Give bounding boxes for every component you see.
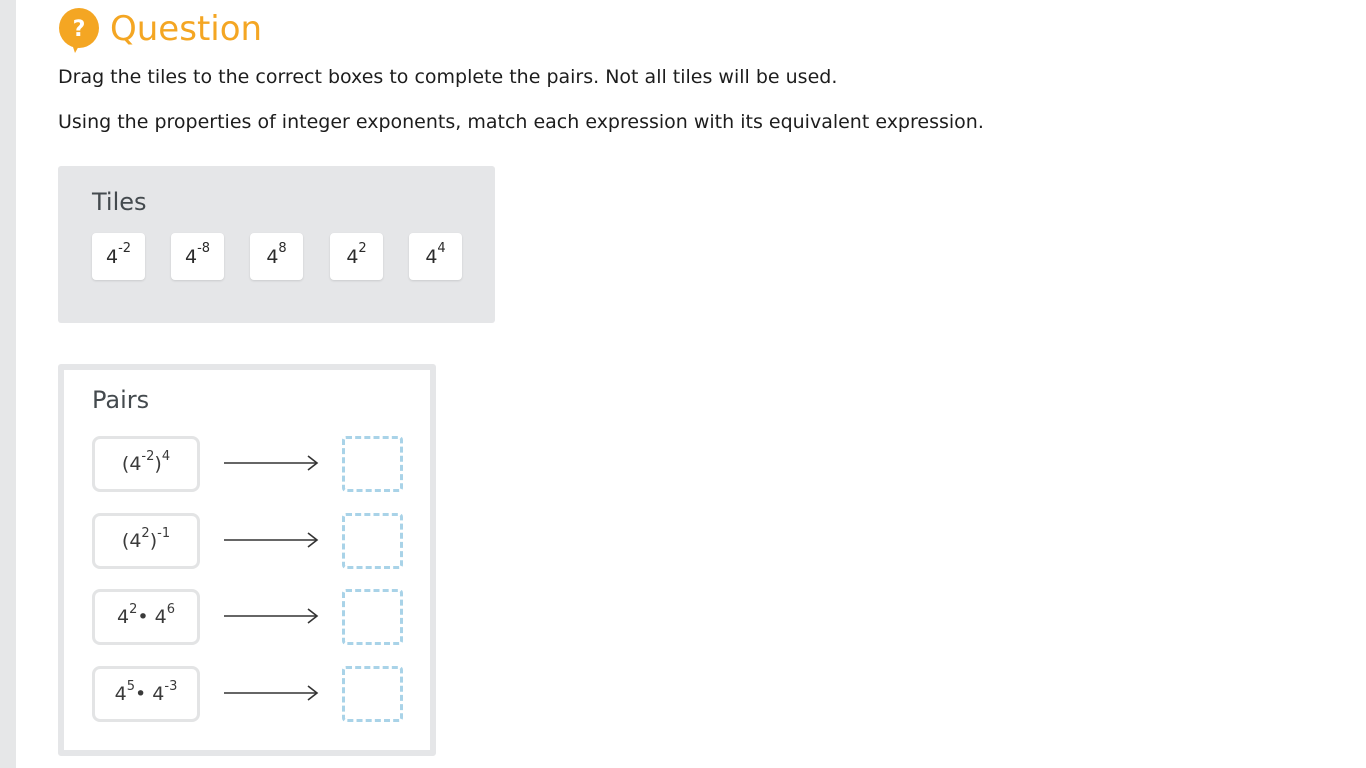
pairs-panel — [58, 364, 436, 756]
expr-part: • 4 — [135, 683, 165, 705]
instruction-text-1: Drag the tiles to the correct boxes to complete the pairs. Not all tiles will be used. — [58, 66, 838, 88]
tile-base: 4 — [425, 245, 438, 268]
instruction-text-2: Using the properties of integer exponents, match each expression with its equivalent expression. — [58, 111, 984, 133]
tiles-heading: Tiles — [92, 188, 147, 216]
tile-exponent: 2 — [358, 241, 367, 256]
expr-part: (4 — [121, 453, 142, 475]
tile-base: 4 — [266, 245, 279, 268]
tile-base: 4 — [105, 245, 119, 268]
tile-4-neg8[interactable] — [171, 233, 224, 280]
left-rail — [0, 0, 16, 768]
expr-part: ) — [149, 530, 158, 552]
pair-expression — [92, 666, 200, 722]
tile-exponent: 8 — [278, 241, 287, 256]
expr-exponent: 4 — [161, 448, 171, 464]
expr-exponent: 6 — [166, 601, 175, 617]
expr-part: 4 — [114, 683, 127, 705]
expr-exponent: -3 — [164, 678, 178, 694]
pair-expression — [92, 436, 200, 492]
drop-target[interactable] — [342, 666, 403, 722]
svg-text:?: ? — [72, 17, 86, 42]
arrow-right-icon — [222, 530, 322, 550]
tile-4-neg2[interactable] — [92, 233, 145, 280]
expr-part: ) — [154, 453, 162, 475]
expr-part: (4 — [121, 530, 142, 552]
pair-expression — [92, 513, 200, 569]
tile-exponent: -2 — [118, 241, 132, 256]
expr-exponent: 5 — [126, 678, 136, 694]
tile-exponent: -8 — [197, 241, 211, 256]
arrow-right-icon — [222, 453, 322, 473]
expr-part: • 4 — [137, 606, 167, 628]
tile-4-4[interactable] — [409, 233, 462, 280]
arrow-right-icon — [222, 606, 322, 626]
expr-exponent: 2 — [129, 601, 138, 617]
drop-target[interactable] — [342, 513, 403, 569]
tiles-panel — [58, 166, 495, 323]
drop-target[interactable] — [342, 589, 403, 645]
tile-base: 4 — [184, 245, 198, 268]
tile-exponent: 4 — [437, 241, 446, 256]
pair-row — [92, 589, 412, 645]
pairs-heading: Pairs — [92, 386, 150, 414]
pair-row — [92, 436, 412, 492]
tile-4-8[interactable] — [250, 233, 303, 280]
pair-expression — [92, 589, 200, 645]
question-header — [58, 8, 262, 50]
pair-row — [92, 666, 412, 722]
arrow-right-icon — [222, 683, 322, 703]
expr-exponent: -2 — [141, 448, 155, 464]
expr-part: 4 — [117, 606, 130, 628]
question-title: Question — [110, 9, 263, 49]
question-mark-icon — [58, 8, 100, 50]
expr-exponent: -1 — [157, 525, 171, 541]
expr-exponent: 2 — [141, 525, 150, 541]
tile-base: 4 — [346, 245, 359, 268]
tile-4-2[interactable] — [330, 233, 383, 280]
pair-row — [92, 513, 412, 569]
drop-target[interactable] — [342, 436, 403, 492]
